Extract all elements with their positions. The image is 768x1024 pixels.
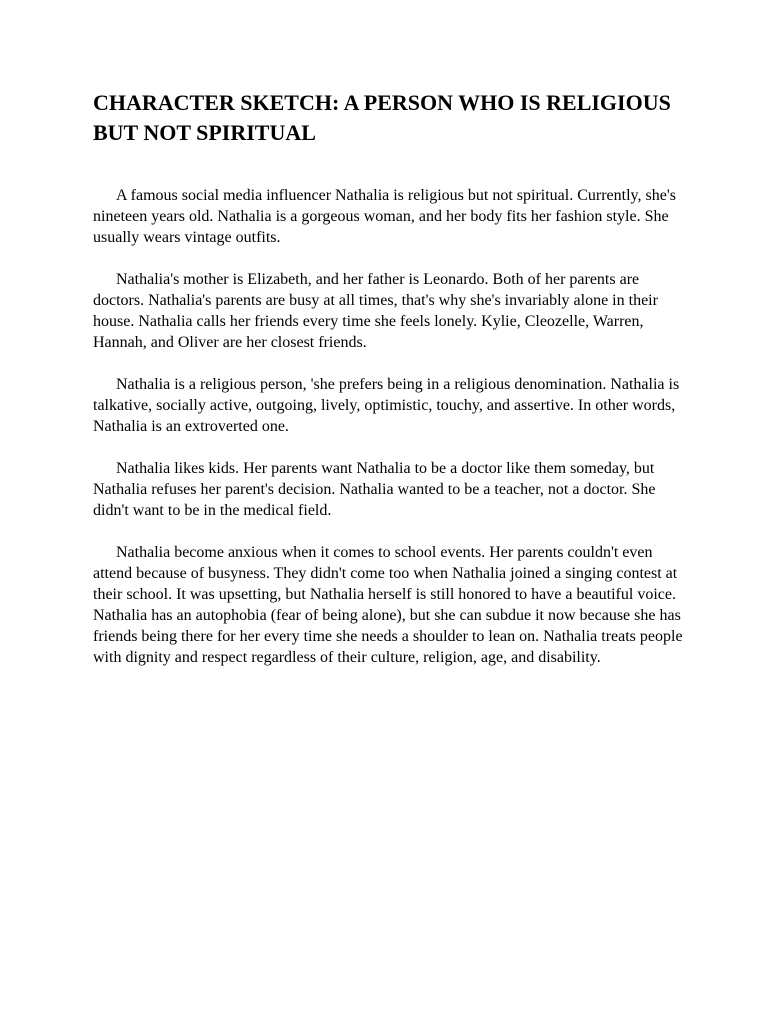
document-body: [93, 185, 683, 689]
paragraph-3: Nathalia is a religious person, 'she prefers being in a religious denomination. Nathalia is talkative, socially active, outgoing, lively, optimistic, touchy, and assertive. In other words, Nathalia is an extroverted one.: [93, 376, 680, 435]
document-title: CHARACTER SKETCH: A PERSON WHO IS RELIGIOUS BUT NOT SPIRITUAL: [93, 90, 671, 145]
paragraph-4: Nathalia likes kids. Her parents want Nathalia to be a doctor like them someday, but Nathalia refuses her parent's decision. Nathalia wanted to be a teacher, not a doctor. She didn't want to be in the medical field.: [93, 460, 656, 519]
paragraph-5: Nathalia become anxious when it comes to school events. Her parents couldn't even attend because of busyness. They didn't come too when Nathalia joined a singing contest at their school. It was upsetting, but Nathalia herself is still honored to have a beautiful voice. Nathalia has an autophobia (fear of being alone), but she can subdue it now because she has friends being there for her every time she needs a shoulder to lean on. Nathalia treats people with dignity and respect regardless of their culture, religion, age, and disability.: [93, 544, 683, 666]
paragraph-2: Nathalia's mother is Elizabeth, and her father is Leonardo. Both of her parents are doctors. Nathalia's parents are busy at all times, that's why she's invariably alone in their house. Nathalia calls her friends every time she feels lonely. Kylie, Cleozelle, Warren, Hannah, and Oliver are her closest friends.: [93, 271, 658, 351]
paragraph-1: A famous social media influencer Nathalia is religious but not spiritual. Currently, she's nineteen years old. Nathalia is a gorgeous woman, and her body fits her fashion style. She usually wears vintage outfits.: [93, 187, 676, 246]
